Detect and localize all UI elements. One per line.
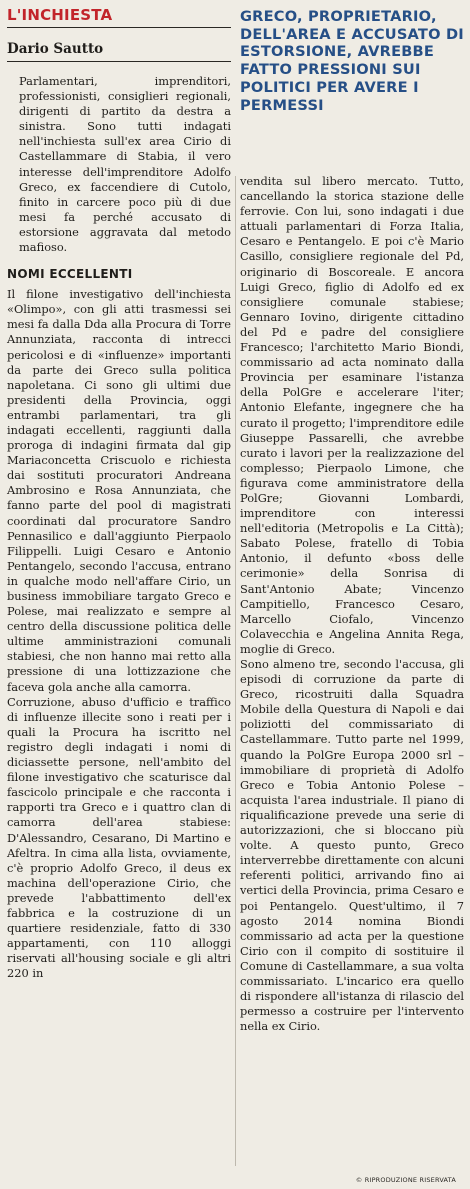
right-column [240,6,464,1034]
body-text-1: Il filone investigativo dell'inchiesta «Olimpo», con gli atti trasmessi sei mesi fa dalla Dda alla Procura di Torre Annunziata, racconta di intrecci pericolosi e di «influenze» importanti da parte dei Greco sulla politica napoletana. Ci sono gli ultimi due presidenti della Provincia, oggi entrambi parlamentari, tra gli indagati eccellenti, raggiunti dalla proroga di indagini firmata dal gip Mariaconcetta Criscuolo e richiesta dai sostituti procuratori Andreana Ambrosino e Rosa Annunziata, che fanno parte del pool di magistrati coordinati dal procuratore Sandro Pennasilico e dall'aggiunto Pierpaolo Filippelli. Luigi Cesaro e Antonio Pentangelo, secondo l'accusa, entrano in qualche modo nell'affare Cirio, un business immobiliare targato Greco e Polese, mai realizzato e sempre al centro della discussione politica delle ultime amministrazioni comunali stabiesi, che non hanno mai retto alla pressione di una lottizzazione che faceva gola anche alla camorra. [7,287,231,694]
lead-text: Parlamentari, imprenditori, professionisti, consiglieri regionali, dirigenti di partito da destra a sinistra. Sono tutti indagati nell'inchiesta sull'ex area Cirio di Castellammare di Stabia, il vero interesse dell'imprenditore Adolfo Greco, ex faccendiere di Cutolo, finito in carcere poco più di due mesi fa perché accusato di estorsione aggravata dal metodo mafioso. [19,74,231,255]
body-paragraph-2-continued [240,174,464,657]
body-text-2b: vendita sul libero mercato. Tutto, cancellando la storica stazione delle ferrovie. Con lui, sono indagati i due attuali parlamentari di Forza Italia, Cesaro e Pentangelo. E poi c'è Mario Casillo, consigliere regionale del Pd, originario di Boscoreale. E ancora Luigi Greco, figlio di Adolfo ed ex consigliere comunale stabiese; Gennaro Iovino, dirigente cittadino del Pd e padre del consigliere Francesco; l'architetto Mario Biondi, commissario ad acta nominato dalla Provincia per esaminare l'istanza della PolGre e accelerare l'iter; Antonio Elefante, ingegnere che ha curato il progetto; l'imprenditore edile Giuseppe Passarelli, che avrebbe curato i lavori per la realizzazione del complesso; Pierpaolo Limone, che figurava come amministratore della PolGre; Giovanni Lombardi, imprenditore con interessi nell'editoria (Metropolis e La Città); Sabato Polese, fratello di Tobia Antonio, il defunto «boss delle cerimonie» della Sonrisa di Sant'Antonio Abate; Vincenzo Campitiello, Francesco Cesaro, Marcello Ciofalo, Vincenzo Colavecchia e Angelina Annita Rega, moglie di Greco. [240,174,464,656]
column-divider [235,176,236,1166]
left-column [7,6,231,981]
body-paragraph-1 [7,287,231,695]
copyright-notice: © RIPRODUZIONE RISERVATA [355,1176,456,1184]
body-paragraph-2-start [7,695,231,982]
body-paragraph-3 [240,657,464,1034]
author-byline: Dario Sautto [7,41,104,57]
body-text-2a: Corruzione, abuso d'ufficio e traffico di influenze illecite sono i reati per i quali la Procura ha iscritto nel registro degli indagati i nomi di diciassette persone, nell'ambito del filone investigativo che scaturisce dal fascicolo principale e che racconta i rapporti tra Greco e i quattro clan di camorra dell'area stabiese: D'Alessandro, Cesarano, Di Martino e Afeltra. In cima alla lista, ovviamente, c'è proprio Adolfo Greco, il deus ex machina dell'operazione Cirio, che prevede l'abbattimento dell'ex fabbrica e la costruzione di un quartiere residenziale, fatto di 330 appartamenti, con 110 alloggi riservati all'housing sociale e gli altri 220 in [7,694,231,981]
body-text-3: Sono almeno tre, secondo l'accusa, gli episodi di corruzione da parte di Greco, ricostruiti dalla Squadra Mobile della Questura di Napoli e dai poliziotti del commissariato di Castellammare. Tutto parte nel 1999, quando la PolGre Europa 2000 srl – immobiliare di proprietà di Adolfo Greco e Tobia Antonio Polese – acquista l'area industriale. Il piano di riqualificazione prevede una serie di autorizzazioni, che si bloccano più volte. A questo punto, Greco interverrebbe direttamente con alcuni referenti politici, arrivando fino ai vertici della Provincia, prima Cesaro e poi Pentangelo. Quest'ultimo, il 7 agosto 2014 nomina Biondi commissario ad acta per la questione Cirio con il compito di sostituire il Comune di Castellammare, a sua volta commissariato. L'incarico era quello di rispondere all'istanza di rilascio del permesso a costruire per l'intervento nella ex Cirio. [240,657,464,1034]
byline-rule [7,61,231,62]
headline: GRECO, PROPRIETARIO, DELL'AREA E ACCUSATO DI ESTORSIONE, AVREBBE FATTO PRESSIONI SUI POLITICI PER AVERE I PERMESSI [240,8,464,114]
section-kicker: L'INCHIESTA [7,6,231,28]
lead-paragraph [19,74,231,255]
section-subhead: NOMI ECCELLENTI [7,267,133,282]
